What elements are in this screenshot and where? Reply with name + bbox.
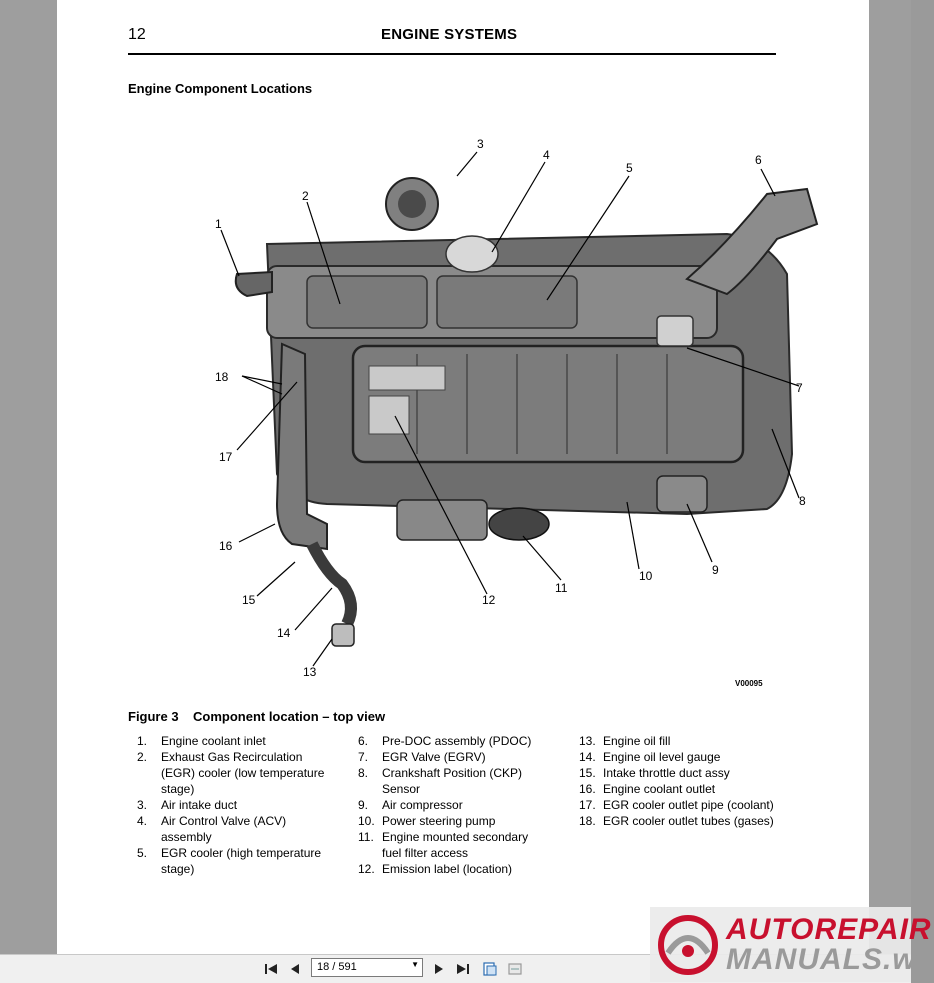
callout-18: 18 (215, 370, 229, 384)
callout-4: 4 (543, 148, 550, 162)
callout-5: 5 (626, 161, 633, 175)
legend-item: 9. Air compressor (358, 798, 463, 812)
legend-item: 8. Crankshaft Position (CKP) Sensor (358, 766, 523, 796)
callout-10: 10 (639, 569, 653, 583)
figure-caption (128, 709, 385, 724)
callout-1: 1 (215, 217, 222, 231)
watermark-line1: AUTOREPAIR (726, 913, 932, 946)
legend-column-1 (137, 733, 337, 877)
prev-page-icon[interactable] (286, 960, 304, 978)
callout-13: 13 (303, 665, 317, 679)
callout-6: 6 (755, 153, 762, 167)
callout-9: 9 (712, 563, 719, 577)
callout-7: 7 (796, 381, 803, 395)
last-page-icon[interactable] (454, 960, 472, 978)
callout-17: 17 (219, 450, 233, 464)
legend-column-3 (579, 733, 799, 829)
next-page-icon[interactable] (430, 960, 448, 978)
legend-item: 15. Intake throttle duct assy (579, 766, 730, 780)
header-rule (128, 53, 776, 55)
legend-item: 2. Exhaust Gas Recirculation (EGR) cooler (low temperature stage) (137, 750, 325, 796)
fit-width-icon[interactable] (506, 960, 524, 978)
legend-item: 13. Engine oil fill (579, 734, 671, 748)
callout-12: 12 (482, 593, 496, 607)
callout-16: 16 (219, 539, 233, 553)
legend-item: 18. EGR cooler outlet tubes (gases) (579, 814, 774, 828)
legend-item: 5. EGR cooler (high temperature stage) (137, 846, 322, 876)
legend-item: 17. EGR cooler outlet pipe (coolant) (579, 798, 774, 812)
first-page-icon[interactable] (262, 960, 280, 978)
callout-3: 3 (477, 137, 484, 151)
caption-number: Figure 3 (128, 709, 179, 724)
page-header: ENGINE SYSTEMS (381, 26, 518, 43)
legend-item: 4. Air Control Valve (ACV) assembly (137, 814, 287, 844)
watermark (650, 907, 934, 982)
chevron-down-icon: ▼ (411, 960, 419, 969)
page-indicator: 18 / 591 (317, 961, 357, 973)
legend-item: 3. Air intake duct (137, 798, 238, 812)
brand-logo-icon (656, 913, 720, 977)
legend-item: 1. Engine coolant inlet (137, 734, 266, 748)
legend-item: 10. Power steering pump (358, 814, 496, 828)
page-number: 12 (128, 26, 146, 43)
document-page (57, 0, 869, 954)
legend-item: 12. Emission label (location) (358, 862, 513, 876)
callout-11: 11 (555, 581, 568, 595)
page-select[interactable] (311, 958, 423, 977)
callout-15: 15 (242, 593, 256, 607)
legend-item: 14. Engine oil level gauge (579, 750, 721, 764)
callout-2: 2 (302, 189, 309, 203)
legend-item: 16. Engine coolant outlet (579, 782, 716, 796)
callout-14: 14 (277, 626, 291, 640)
legend-column-2 (358, 733, 568, 877)
callout-8: 8 (799, 494, 806, 508)
watermark-line2: MANUALS.ws (726, 943, 934, 976)
caption-text: Component location – top view (193, 709, 386, 724)
fit-page-icon[interactable] (481, 960, 499, 978)
legend-item: 7. EGR Valve (EGRV) (358, 750, 486, 764)
engine-figure (127, 104, 806, 694)
legend-item: 6. Pre-DOC assembly (PDOC) (358, 734, 532, 748)
section-title: Engine Component Locations (128, 81, 313, 96)
figure-code: V00095 (735, 679, 763, 688)
legend-item: 11. Engine mounted secondary fuel filter access (358, 830, 529, 860)
